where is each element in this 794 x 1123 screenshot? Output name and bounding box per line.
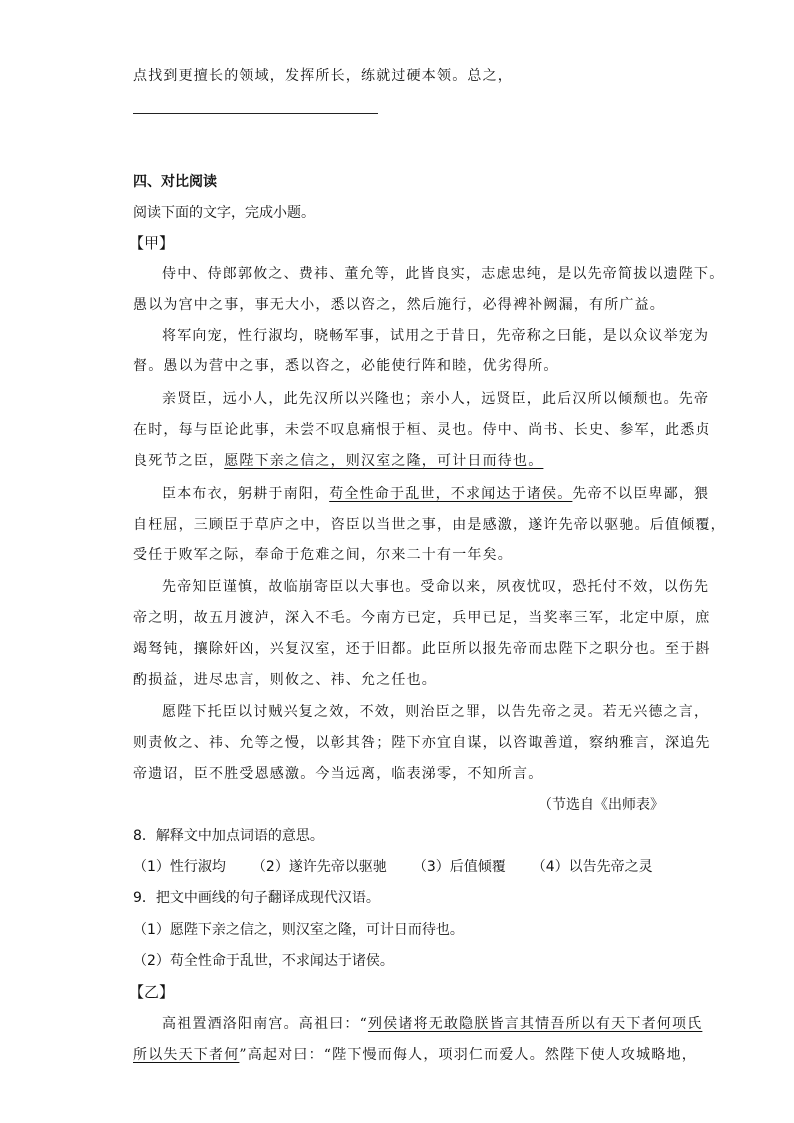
yi-line1 (162, 1014, 703, 1034)
jia-p1-line2: 愚以为宫中之事，事无大小，悉以咨之，然后施行，必得裨补阙漏，有所广益。 (133, 297, 665, 313)
q8-item-1: （1）性行淑均 (133, 859, 226, 875)
jia-p4-line1-text-a: 臣本布衣，躬耕于南阳， (162, 486, 330, 502)
jia-p4-line1 (162, 484, 710, 504)
underlined-sentence-2: 苟全性命于乱世，不求闻达于诸侯。 (329, 486, 573, 502)
underlined-sentence-1: 愿陛下亲之信之，则汉室之隆，可计日而待也。 (224, 453, 544, 469)
jia-p3-line3-text: 良死节之臣， (133, 453, 225, 469)
passage-source: （节选自《出师表》 (538, 797, 664, 813)
jia-p2-line2: 督。愚以为营中之事，悉以咨之，必能使行阵和睦，优劣得所。 (133, 358, 559, 374)
question-8-items (133, 857, 665, 877)
jia-p5-line3: 竭驽钝，攘除奸凶，兴复汉室，还于旧都。此臣所以报先帝而忠陛下之职分也。至于斟 (133, 641, 711, 657)
jia-p3-line3 (133, 451, 665, 471)
q8-item-2: （2）遂许先帝以驱驰 (251, 859, 387, 875)
jia-p6-line2: 则责攸之、祎、允等之慢，以彰其咎；陛下亦宜自谋，以咨诹善道，察纳雅言，深追先 (133, 735, 711, 751)
underlined-sentence-3-cont: 所以失天下者何 (133, 1047, 240, 1063)
question-9-title: 9．把文中画线的句子翻译成现代汉语。 (133, 890, 380, 906)
jia-p6-line3: 帝遗诏，臣不胜受恩感激。今当远离，临表涕零，不知所言。 (133, 766, 544, 782)
jia-p3-line1: 亲贤臣，远小人，此先汉所以兴隆也；亲小人，远贤臣，此后汉所以倾颓也。先帝 (162, 391, 710, 407)
q8-item-4: （4）以告先帝之灵 (531, 859, 653, 875)
jia-p1-line1: 侍中、侍郎郭攸之、费祎、董允等，此皆良实，志虑忠纯，是以先帝简拔以遗陛下。 (162, 266, 725, 282)
q9-item-2: （2）苟全性命于乱世，不求闻达于诸侯。 (133, 953, 394, 969)
jia-p4-line1-text-c: 先帝不以臣卑鄙，猥 (572, 486, 710, 502)
jia-p6-line1: 愿陛下托臣以讨贼兴复之效，不效，则治臣之罪，以告先帝之灵。若无兴德之言， (162, 704, 710, 720)
underlined-sentence-3: 列侯诸将无敢隐朕皆言其情吾所以有天下者何项氏 (367, 1016, 703, 1032)
jia-p5-line4: 酌损益，进尽忠言，则攸之、祎、允之任也。 (133, 672, 437, 688)
answer-line (133, 113, 378, 114)
jia-p5-line1: 先帝知臣谨慎，故临崩寄臣以大事也。受命以来，夙夜忧叹，恐托付不效，以伤先 (162, 579, 710, 595)
jia-p4-line2: 自枉屈，三顾臣于草庐之中，咨臣以当世之事，由是感激，遂许先帝以驱驰。后值倾覆， (133, 517, 726, 533)
instruction-text: 阅读下面的文字，完成小题。 (133, 205, 315, 221)
yi-line2 (133, 1045, 697, 1065)
q8-item-3: （3）后值倾覆 (412, 859, 506, 875)
jia-p5-line2: 帝之明，故五月渡泸，深入不毛。今南方已定，兵甲已足，当奖率三军，北定中原，庶 (133, 610, 711, 626)
jia-p2-line1: 将军向宠，性行淑均，晓畅军事，试用之于昔日，先帝称之曰能，是以众议举宠为 (162, 328, 710, 344)
continuation-text: 点找到更擅长的领域，发挥所长，练就过硬本领。总之， (133, 68, 513, 84)
yi-line2-text-b: ”高起对曰：“陛下慢而侮人，项羽仁而爱人。然陛下使人攻城略地， (239, 1047, 697, 1063)
question-8-title: 8．解释文中加点词语的意思。 (133, 828, 324, 844)
passage-jia-tag: 【甲】 (129, 234, 175, 252)
jia-p4-line3: 受任于败军之际，奉命于危难之间，尔来二十有一年矣。 (133, 547, 513, 563)
yi-line1-text-a: 高祖置酒洛阳南宫。高祖曰：“ (162, 1016, 368, 1032)
q9-item-1: （1）愿陛下亲之信之，则汉室之隆，可计日而待也。 (133, 922, 464, 938)
jia-p3-line2: 在时，每与臣论此事，未尝不叹息痛恨于桓、灵也。侍中、尚书、长史、参军，此悉贞 (133, 422, 711, 438)
section-title: 四、对比阅读 (133, 174, 217, 190)
passage-yi-tag: 【乙】 (129, 983, 175, 1001)
